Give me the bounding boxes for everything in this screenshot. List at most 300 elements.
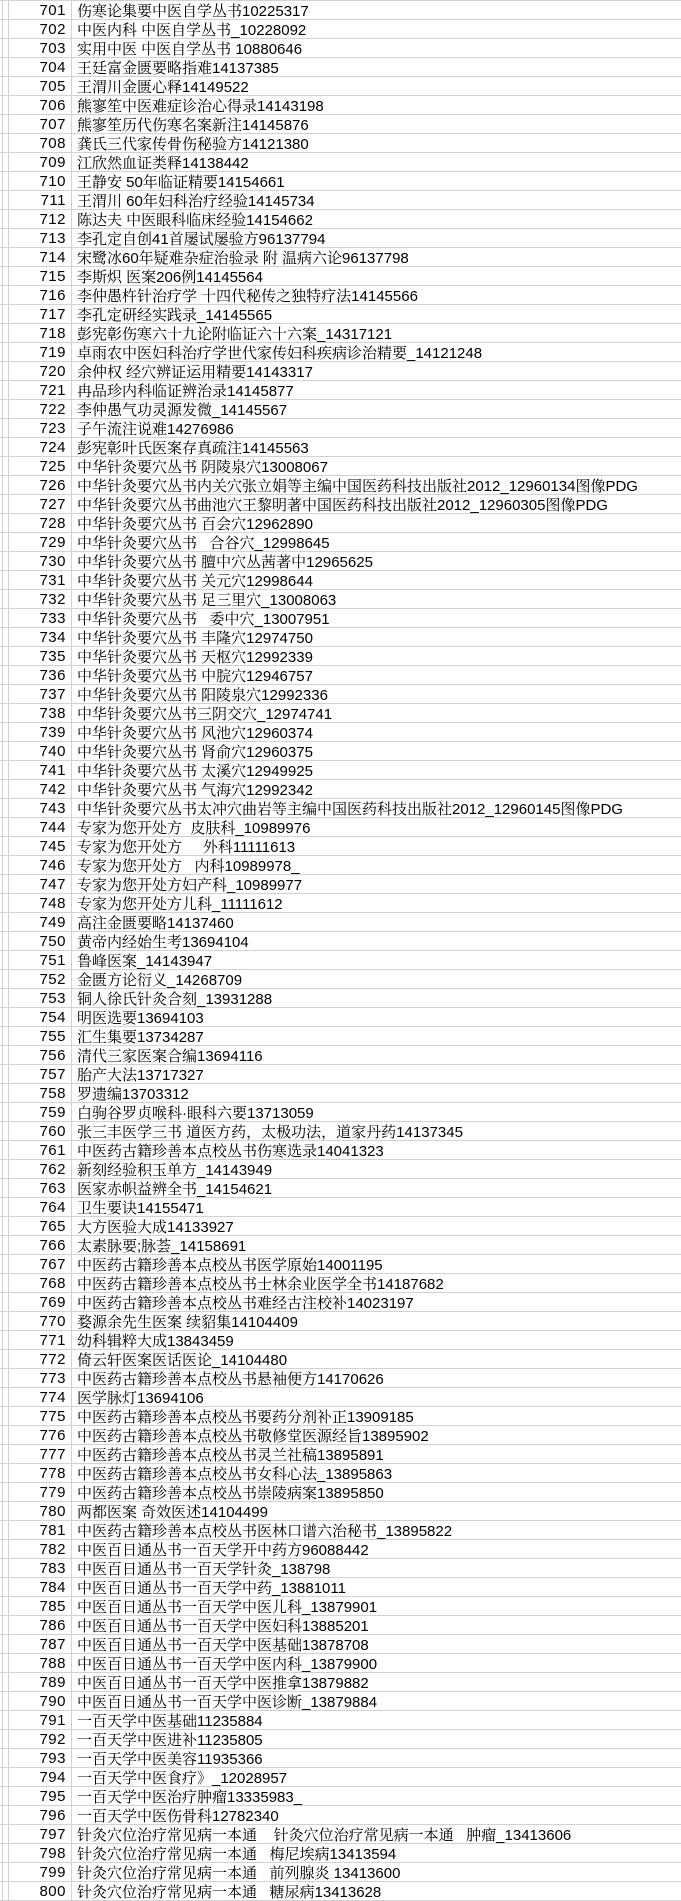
row-number-cell[interactable]: 762 <box>9 1160 72 1178</box>
row-number-cell[interactable]: 753 <box>9 989 72 1007</box>
row-stub-cell[interactable] <box>2 1483 9 1501</box>
row-title-cell[interactable]: 龚氏三代家传骨伤秘验方14121380 <box>77 135 309 152</box>
row-stub-cell[interactable] <box>2 1160 9 1178</box>
row-stub-cell[interactable] <box>2 1540 9 1558</box>
row-number-cell[interactable]: 770 <box>9 1312 72 1330</box>
row-stub-cell[interactable] <box>2 1787 9 1805</box>
row-stub-cell[interactable] <box>2 989 9 1007</box>
row-stub-cell[interactable] <box>2 1559 9 1577</box>
row-stub-cell[interactable] <box>2 723 9 741</box>
row-number-cell[interactable]: 763 <box>9 1179 72 1197</box>
row-stub-cell[interactable] <box>2 1236 9 1254</box>
row-stub-cell[interactable] <box>2 419 9 437</box>
row-number-cell[interactable]: 780 <box>9 1502 72 1520</box>
row-stub-cell[interactable] <box>2 1065 9 1083</box>
row-title-cell[interactable]: 王渭川金匮心释14149522 <box>77 78 249 95</box>
row-number-cell[interactable]: 795 <box>9 1787 72 1805</box>
row-number-cell[interactable]: 767 <box>9 1255 72 1273</box>
row-stub-cell[interactable] <box>2 381 9 399</box>
row-number-cell[interactable]: 733 <box>9 609 72 627</box>
row-number-cell[interactable]: 771 <box>9 1331 72 1349</box>
row-title-cell[interactable]: 明医选要13694103 <box>77 1009 204 1026</box>
row-stub-cell[interactable] <box>2 1293 9 1311</box>
row-title-cell[interactable]: 罗遗编13703312 <box>77 1085 189 1102</box>
row-title-cell[interactable]: 李斯炽 医案206例14145564 <box>77 268 263 285</box>
row-title-cell[interactable]: 中医药古籍珍善本点校丛书敬修堂医源经旨13895902 <box>77 1427 429 1444</box>
row-number-cell[interactable]: 757 <box>9 1065 72 1083</box>
row-title-cell[interactable]: 中华针灸要穴丛书 风池穴12960374 <box>77 724 313 741</box>
row-number-cell[interactable]: 734 <box>9 628 72 646</box>
row-stub-cell[interactable] <box>2 856 9 874</box>
row-title-cell[interactable]: 中华针灸要穴丛书 气海穴12992342 <box>77 781 313 798</box>
row-stub-cell[interactable] <box>2 1749 9 1767</box>
row-stub-cell[interactable] <box>2 1806 9 1824</box>
row-title-cell[interactable]: 中医百日通丛书一百天学中医儿科_13879901 <box>77 1598 378 1615</box>
row-stub-cell[interactable] <box>2 1027 9 1045</box>
row-title-cell[interactable]: 专家为您开处方 外科11111613 <box>77 838 296 855</box>
row-title-cell[interactable]: 李孔定研经实践录_14145565 <box>77 306 273 323</box>
row-stub-cell[interactable] <box>2 1616 9 1634</box>
row-stub-cell[interactable] <box>2 495 9 513</box>
row-title-cell[interactable]: 李仲愚气功灵源发微_14145567 <box>77 401 288 418</box>
row-stub-cell[interactable] <box>2 1046 9 1064</box>
row-title-cell[interactable]: 中医药古籍珍善本点校丛书医学原始14001195 <box>77 1256 383 1273</box>
row-title-cell[interactable]: 针灸穴位治疗常见病一本通 糖尿病13413628 <box>77 1883 382 1900</box>
row-title-cell[interactable]: 彭宪彰伤寒六十九论附临证六十六案_14317121 <box>77 325 393 342</box>
row-title-cell[interactable]: 中医百日通丛书一百天学中药_13881011 <box>77 1579 346 1596</box>
row-title-cell[interactable]: 白驹谷罗贞喉科·眼科六要13713059 <box>77 1104 314 1121</box>
row-stub-cell[interactable] <box>2 1844 9 1862</box>
row-number-cell[interactable]: 787 <box>9 1635 72 1653</box>
row-number-cell[interactable]: 728 <box>9 514 72 532</box>
row-title-cell[interactable]: 中医百日通丛书一百天学中医诊断_13879884 <box>77 1693 378 1710</box>
row-number-cell[interactable]: 786 <box>9 1616 72 1634</box>
row-title-cell[interactable]: 李孔定自创41首屡试屡验方96137794 <box>77 230 326 247</box>
row-stub-cell[interactable] <box>2 1768 9 1786</box>
row-number-cell[interactable]: 800 <box>9 1882 72 1900</box>
row-stub-cell[interactable] <box>2 1312 9 1330</box>
row-number-cell[interactable]: 783 <box>9 1559 72 1577</box>
row-title-cell[interactable]: 中医药古籍珍善本点校丛书士林余业医学全书14187682 <box>77 1275 444 1292</box>
row-stub-cell[interactable] <box>2 248 9 266</box>
row-stub-cell[interactable] <box>2 818 9 836</box>
row-stub-cell[interactable] <box>2 1863 9 1881</box>
row-title-cell[interactable]: 大方医验大成14133927 <box>77 1218 234 1235</box>
row-stub-cell[interactable] <box>2 457 9 475</box>
row-number-cell[interactable]: 790 <box>9 1692 72 1710</box>
row-stub-cell[interactable] <box>2 590 9 608</box>
row-stub-cell[interactable] <box>2 951 9 969</box>
row-title-cell[interactable]: 宋鹭冰60年疑难杂症治验录 附 温病六论96137798 <box>77 249 409 266</box>
row-stub-cell[interactable] <box>2 305 9 323</box>
row-title-cell[interactable]: 鲁峰医案_14143947 <box>77 952 213 969</box>
row-stub-cell[interactable] <box>2 1825 9 1843</box>
row-stub-cell[interactable] <box>2 1578 9 1596</box>
row-title-cell[interactable]: 中华针灸要穴丛书 天枢穴12992339 <box>77 648 313 665</box>
row-title-cell[interactable]: 医家赤帜益辨全书_14154621 <box>77 1180 273 1197</box>
row-title-cell[interactable]: 陈达夫 中医眼科临床经验14154662 <box>77 211 313 228</box>
row-number-cell[interactable]: 748 <box>9 894 72 912</box>
row-title-cell[interactable]: 倚云轩医案医话医论_14104480 <box>77 1351 288 1368</box>
row-number-cell[interactable]: 740 <box>9 742 72 760</box>
row-title-cell[interactable]: 中医药古籍珍善本点校丛书要药分剂补正13909185 <box>77 1408 414 1425</box>
row-stub-cell[interactable] <box>2 1597 9 1615</box>
row-title-cell[interactable]: 李仲愚杵针治疗学 十四代秘传之独特疗法14145566 <box>77 287 418 304</box>
row-title-cell[interactable]: 中医百日通丛书一百天学中医妇科13885201 <box>77 1617 369 1634</box>
row-number-cell[interactable]: 717 <box>9 305 72 323</box>
row-stub-cell[interactable] <box>2 1198 9 1216</box>
row-stub-cell[interactable] <box>2 970 9 988</box>
row-title-cell[interactable]: 针灸穴位治疗常见病一本通 前列腺炎 13413600 <box>77 1864 401 1881</box>
row-title-cell[interactable]: 中华针灸要穴丛书太冲穴曲岩等主编中国医药科技出版社2012_12960145图像PDG <box>77 800 623 817</box>
row-stub-cell[interactable] <box>2 191 9 209</box>
row-number-cell[interactable]: 761 <box>9 1141 72 1159</box>
row-title-cell[interactable]: 中华针灸要穴丛书 肾俞穴12960375 <box>77 743 313 760</box>
row-title-cell[interactable]: 中医百日通丛书一百天学中医内科_13879900 <box>77 1655 378 1672</box>
row-number-cell[interactable]: 760 <box>9 1122 72 1140</box>
row-stub-cell[interactable] <box>2 647 9 665</box>
row-title-cell[interactable]: 中医药古籍珍善本点校丛书崇陵病案13895850 <box>77 1484 384 1501</box>
row-stub-cell[interactable] <box>2 1502 9 1520</box>
row-number-cell[interactable]: 729 <box>9 533 72 551</box>
row-number-cell[interactable]: 775 <box>9 1407 72 1425</box>
row-stub-cell[interactable] <box>2 609 9 627</box>
row-title-cell[interactable]: 两都医案 奇效医述14104499 <box>77 1503 268 1520</box>
row-number-cell[interactable]: 703 <box>9 39 72 57</box>
row-stub-cell[interactable] <box>2 1882 9 1900</box>
row-number-cell[interactable]: 705 <box>9 77 72 95</box>
row-title-cell[interactable]: 高注金匮要略14137460 <box>77 914 234 931</box>
row-title-cell[interactable]: 王廷富金匮要略指难14137385 <box>77 59 279 76</box>
row-title-cell[interactable]: 中医百日通丛书一百天学针灸_138798 <box>77 1560 331 1577</box>
row-stub-cell[interactable] <box>2 20 9 38</box>
row-number-cell[interactable]: 793 <box>9 1749 72 1767</box>
row-title-cell[interactable]: 中华针灸要穴丛书 丰隆穴12974750 <box>77 629 313 646</box>
row-title-cell[interactable]: 婺源余先生医案 续貂集14104409 <box>77 1313 298 1330</box>
row-title-cell[interactable]: 中华针灸要穴丛书 关元穴12998644 <box>77 572 313 589</box>
row-number-cell[interactable]: 737 <box>9 685 72 703</box>
row-number-cell[interactable]: 743 <box>9 799 72 817</box>
row-stub-cell[interactable] <box>2 552 9 570</box>
row-title-cell[interactable]: 一百天学中医基础11235884 <box>77 1712 263 1729</box>
row-title-cell[interactable]: 专家为您开处方妇产科_10989977 <box>77 876 303 893</box>
row-title-cell[interactable]: 金匮方论衍义_14268709 <box>77 971 243 988</box>
row-number-cell[interactable]: 776 <box>9 1426 72 1444</box>
row-stub-cell[interactable] <box>2 324 9 342</box>
row-number-cell[interactable]: 782 <box>9 1540 72 1558</box>
row-title-cell[interactable]: 中华针灸要穴丛书曲池穴王黎明著中国医药科技出版社2012_12960305图像PDG <box>77 496 608 513</box>
row-number-cell[interactable]: 799 <box>9 1863 72 1881</box>
row-title-cell[interactable]: 黄帝内经始生考13694104 <box>77 933 249 950</box>
row-number-cell[interactable]: 755 <box>9 1027 72 1045</box>
row-title-cell[interactable]: 彭宪彰叶氏医案存真疏注14145563 <box>77 439 309 456</box>
row-number-cell[interactable]: 726 <box>9 476 72 494</box>
row-number-cell[interactable]: 781 <box>9 1521 72 1539</box>
row-number-cell[interactable]: 789 <box>9 1673 72 1691</box>
row-number-cell[interactable]: 735 <box>9 647 72 665</box>
row-number-cell[interactable]: 788 <box>9 1654 72 1672</box>
row-stub-cell[interactable] <box>2 1654 9 1672</box>
row-title-cell[interactable]: 中医百日通丛书一百天学中医基础13878708 <box>77 1636 369 1653</box>
row-title-cell[interactable]: 中华针灸要穴丛书 委中穴_13007951 <box>77 610 330 627</box>
row-title-cell[interactable]: 胎产大法13717327 <box>77 1066 204 1083</box>
row-stub-cell[interactable] <box>2 1217 9 1235</box>
row-stub-cell[interactable] <box>2 286 9 304</box>
row-title-cell[interactable]: 王静安 50年临证精要14154661 <box>77 173 285 190</box>
row-stub-cell[interactable] <box>2 1407 9 1425</box>
row-stub-cell[interactable] <box>2 58 9 76</box>
row-title-cell[interactable]: 一百天学中医治疗肿瘤13335983_ <box>77 1788 303 1805</box>
row-stub-cell[interactable] <box>2 1 9 19</box>
row-number-cell[interactable]: 710 <box>9 172 72 190</box>
row-title-cell[interactable]: 专家为您开处方儿科_11111612 <box>77 895 283 912</box>
row-stub-cell[interactable] <box>2 1426 9 1444</box>
row-number-cell[interactable]: 750 <box>9 932 72 950</box>
row-number-cell[interactable]: 721 <box>9 381 72 399</box>
row-stub-cell[interactable] <box>2 1521 9 1539</box>
row-title-cell[interactable]: 新刻经验积玉单方_14143949 <box>77 1161 273 1178</box>
row-number-cell[interactable]: 732 <box>9 590 72 608</box>
row-stub-cell[interactable] <box>2 742 9 760</box>
row-stub-cell[interactable] <box>2 134 9 152</box>
row-number-cell[interactable]: 796 <box>9 1806 72 1824</box>
row-stub-cell[interactable] <box>2 1711 9 1729</box>
row-title-cell[interactable]: 卓雨农中医妇科治疗学世代家传妇科疾病诊治精要_14121248 <box>77 344 483 361</box>
row-number-cell[interactable]: 731 <box>9 571 72 589</box>
row-number-cell[interactable]: 744 <box>9 818 72 836</box>
row-number-cell[interactable]: 724 <box>9 438 72 456</box>
row-title-cell[interactable]: 一百天学中医伤骨科12782340 <box>77 1807 279 1824</box>
row-stub-cell[interactable] <box>2 1692 9 1710</box>
row-number-cell[interactable]: 751 <box>9 951 72 969</box>
row-stub-cell[interactable] <box>2 799 9 817</box>
row-number-cell[interactable]: 730 <box>9 552 72 570</box>
row-number-cell[interactable]: 738 <box>9 704 72 722</box>
row-title-cell[interactable]: 张三丰医学三书 道医方药，太极功法，道家丹药14137345 <box>77 1123 463 1140</box>
row-number-cell[interactable]: 722 <box>9 400 72 418</box>
row-title-cell[interactable]: 中华针灸要穴丛书 足三里穴_13008063 <box>77 591 337 608</box>
row-number-cell[interactable]: 769 <box>9 1293 72 1311</box>
row-title-cell[interactable]: 中医药古籍珍善本点校丛书女科心法_13895863 <box>77 1465 393 1482</box>
row-number-cell[interactable]: 798 <box>9 1844 72 1862</box>
row-title-cell[interactable]: 熊寥笙中医难症诊治心得录14143198 <box>77 97 324 114</box>
row-number-cell[interactable]: 708 <box>9 134 72 152</box>
row-stub-cell[interactable] <box>2 761 9 779</box>
row-number-cell[interactable]: 765 <box>9 1217 72 1235</box>
row-number-cell[interactable]: 772 <box>9 1350 72 1368</box>
row-stub-cell[interactable] <box>2 685 9 703</box>
row-number-cell[interactable]: 745 <box>9 837 72 855</box>
row-title-cell[interactable]: 伤寒论集要中医自学丛书10225317 <box>77 2 309 19</box>
row-title-cell[interactable]: 一百天学中医进补11235805 <box>77 1731 263 1748</box>
row-stub-cell[interactable] <box>2 1103 9 1121</box>
row-title-cell[interactable]: 幼科辑粹大成13843459 <box>77 1332 234 1349</box>
row-title-cell[interactable]: 中华针灸要穴丛书 膻中穴丛茜著中12965625 <box>77 553 373 570</box>
row-number-cell[interactable]: 714 <box>9 248 72 266</box>
row-number-cell[interactable]: 747 <box>9 875 72 893</box>
row-number-cell[interactable]: 791 <box>9 1711 72 1729</box>
row-stub-cell[interactable] <box>2 1445 9 1463</box>
row-title-cell[interactable]: 针灸穴位治疗常见病一本通 针灸穴位治疗常见病一本通 肿瘤_13413606 <box>77 1826 572 1843</box>
row-number-cell[interactable]: 754 <box>9 1008 72 1026</box>
row-number-cell[interactable]: 797 <box>9 1825 72 1843</box>
row-title-cell[interactable]: 汇生集要13734287 <box>77 1028 204 1045</box>
row-number-cell[interactable]: 711 <box>9 191 72 209</box>
row-title-cell[interactable]: 清代三家医案合编13694116 <box>77 1047 263 1064</box>
row-number-cell[interactable]: 749 <box>9 913 72 931</box>
row-number-cell[interactable]: 741 <box>9 761 72 779</box>
row-stub-cell[interactable] <box>2 438 9 456</box>
row-number-cell[interactable]: 727 <box>9 495 72 513</box>
row-stub-cell[interactable] <box>2 39 9 57</box>
row-number-cell[interactable]: 723 <box>9 419 72 437</box>
row-stub-cell[interactable] <box>2 96 9 114</box>
row-stub-cell[interactable] <box>2 1730 9 1748</box>
row-title-cell[interactable]: 实用中医 中医自学丛书 10880646 <box>77 40 303 57</box>
row-title-cell[interactable]: 中华针灸要穴丛书 百会穴12962890 <box>77 515 313 532</box>
row-stub-cell[interactable] <box>2 704 9 722</box>
row-stub-cell[interactable] <box>2 1122 9 1140</box>
row-stub-cell[interactable] <box>2 628 9 646</box>
row-title-cell[interactable]: 江欣然血证类释14138442 <box>77 154 249 171</box>
row-title-cell[interactable]: 熊寥笙历代伤寒名案新注14145876 <box>77 116 309 133</box>
row-number-cell[interactable]: 759 <box>9 1103 72 1121</box>
row-number-cell[interactable]: 702 <box>9 20 72 38</box>
row-number-cell[interactable]: 758 <box>9 1084 72 1102</box>
row-title-cell[interactable]: 王渭川 60年妇科治疗经验14145734 <box>77 192 315 209</box>
row-title-cell[interactable]: 中医药古籍珍善本点校丛书医林口谱六治秘书_13895822 <box>77 1522 453 1539</box>
row-stub-cell[interactable] <box>2 1274 9 1292</box>
row-stub-cell[interactable] <box>2 1179 9 1197</box>
row-title-cell[interactable]: 中华针灸要穴丛书三阴交穴_12974741 <box>77 705 333 722</box>
row-stub-cell[interactable] <box>2 210 9 228</box>
row-number-cell[interactable]: 773 <box>9 1369 72 1387</box>
row-title-cell[interactable]: 冉品珍内科临证辨治录14145877 <box>77 382 294 399</box>
row-title-cell[interactable]: 子午流注说难14276986 <box>77 420 234 437</box>
row-stub-cell[interactable] <box>2 1369 9 1387</box>
row-number-cell[interactable]: 746 <box>9 856 72 874</box>
row-title-cell[interactable]: 中华针灸要穴丛书内关穴张立娟等主编中国医药科技出版社2012_12960134图像PDG <box>77 477 638 494</box>
row-number-cell[interactable]: 764 <box>9 1198 72 1216</box>
row-stub-cell[interactable] <box>2 1255 9 1273</box>
row-title-cell[interactable]: 中医内科 中医自学丛书_10228092 <box>77 21 307 38</box>
row-title-cell[interactable]: 中医药古籍珍善本点校丛书悬袖便方14170626 <box>77 1370 384 1387</box>
row-stub-cell[interactable] <box>2 115 9 133</box>
row-number-cell[interactable]: 739 <box>9 723 72 741</box>
row-stub-cell[interactable] <box>2 343 9 361</box>
row-number-cell[interactable]: 712 <box>9 210 72 228</box>
row-title-cell[interactable]: 铜人徐氏针灸合刻_13931288 <box>77 990 273 1007</box>
row-stub-cell[interactable] <box>2 666 9 684</box>
row-stub-cell[interactable] <box>2 1331 9 1349</box>
row-number-cell[interactable]: 715 <box>9 267 72 285</box>
row-title-cell[interactable]: 专家为您开处方 内科10989978_ <box>77 857 300 874</box>
row-title-cell[interactable]: 中医药古籍珍善本点校丛书难经古注校补14023197 <box>77 1294 414 1311</box>
row-number-cell[interactable]: 779 <box>9 1483 72 1501</box>
row-number-cell[interactable]: 716 <box>9 286 72 304</box>
row-stub-cell[interactable] <box>2 400 9 418</box>
row-title-cell[interactable]: 中医百日通丛书一百天学开中药方96088442 <box>77 1541 369 1558</box>
row-number-cell[interactable]: 719 <box>9 343 72 361</box>
row-stub-cell[interactable] <box>2 153 9 171</box>
row-number-cell[interactable]: 718 <box>9 324 72 342</box>
row-title-cell[interactable]: 中医百日通丛书一百天学中医推拿13879882 <box>77 1674 369 1691</box>
row-number-cell[interactable]: 794 <box>9 1768 72 1786</box>
row-stub-cell[interactable] <box>2 229 9 247</box>
row-number-cell[interactable]: 736 <box>9 666 72 684</box>
row-number-cell[interactable]: 742 <box>9 780 72 798</box>
row-number-cell[interactable]: 709 <box>9 153 72 171</box>
row-stub-cell[interactable] <box>2 1350 9 1368</box>
row-number-cell[interactable]: 785 <box>9 1597 72 1615</box>
row-stub-cell[interactable] <box>2 913 9 931</box>
row-stub-cell[interactable] <box>2 77 9 95</box>
row-stub-cell[interactable] <box>2 1388 9 1406</box>
row-stub-cell[interactable] <box>2 267 9 285</box>
row-number-cell[interactable]: 725 <box>9 457 72 475</box>
row-title-cell[interactable]: 针灸穴位治疗常见病一本通 梅尼埃病13413594 <box>77 1845 397 1862</box>
row-stub-cell[interactable] <box>2 932 9 950</box>
row-title-cell[interactable]: 中医药古籍珍善本点校丛书灵兰社稿13895891 <box>77 1446 384 1463</box>
row-title-cell[interactable]: 专家为您开处方 皮肤科_10989976 <box>77 819 311 836</box>
row-number-cell[interactable]: 792 <box>9 1730 72 1748</box>
row-stub-cell[interactable] <box>2 1141 9 1159</box>
row-title-cell[interactable]: 中医药古籍珍善本点校丛书伤寒选录14041323 <box>77 1142 384 1159</box>
row-number-cell[interactable]: 704 <box>9 58 72 76</box>
row-stub-cell[interactable] <box>2 1084 9 1102</box>
row-title-cell[interactable]: 中华针灸要穴丛书 阴陵泉穴13008067 <box>77 458 328 475</box>
row-stub-cell[interactable] <box>2 894 9 912</box>
row-stub-cell[interactable] <box>2 514 9 532</box>
row-number-cell[interactable]: 707 <box>9 115 72 133</box>
row-stub-cell[interactable] <box>2 837 9 855</box>
row-number-cell[interactable]: 713 <box>9 229 72 247</box>
row-title-cell[interactable]: 余仲权 经穴辨证运用精要14143317 <box>77 363 313 380</box>
row-number-cell[interactable]: 784 <box>9 1578 72 1596</box>
row-number-cell[interactable]: 720 <box>9 362 72 380</box>
row-stub-cell[interactable] <box>2 362 9 380</box>
row-stub-cell[interactable] <box>2 1635 9 1653</box>
row-stub-cell[interactable] <box>2 533 9 551</box>
row-stub-cell[interactable] <box>2 1673 9 1691</box>
row-stub-cell[interactable] <box>2 571 9 589</box>
row-number-cell[interactable]: 706 <box>9 96 72 114</box>
row-stub-cell[interactable] <box>2 1464 9 1482</box>
row-number-cell[interactable]: 777 <box>9 1445 72 1463</box>
row-number-cell[interactable]: 756 <box>9 1046 72 1064</box>
row-number-cell[interactable]: 774 <box>9 1388 72 1406</box>
row-number-cell[interactable]: 768 <box>9 1274 72 1292</box>
row-title-cell[interactable]: 中华针灸要穴丛书 太溪穴12949925 <box>77 762 313 779</box>
row-number-cell[interactable]: 778 <box>9 1464 72 1482</box>
row-stub-cell[interactable] <box>2 875 9 893</box>
row-title-cell[interactable]: 医学脉灯13694106 <box>77 1389 204 1406</box>
row-title-cell[interactable]: 中华针灸要穴丛书 中脘穴12946757 <box>77 667 313 684</box>
row-title-cell[interactable]: 太素脉要;脉荟_14158691 <box>77 1237 247 1254</box>
row-title-cell[interactable]: 一百天学中医美容11935366 <box>77 1750 263 1767</box>
row-number-cell[interactable]: 766 <box>9 1236 72 1254</box>
row-stub-cell[interactable] <box>2 172 9 190</box>
row-number-cell[interactable]: 752 <box>9 970 72 988</box>
row-stub-cell[interactable] <box>2 780 9 798</box>
row-title-cell[interactable]: 卫生要诀14155471 <box>77 1199 204 1216</box>
row-stub-cell[interactable] <box>2 476 9 494</box>
row-number-cell[interactable]: 701 <box>9 1 72 19</box>
row-stub-cell[interactable] <box>2 1008 9 1026</box>
row-title-cell[interactable]: 中华针灸要穴丛书 合谷穴_12998645 <box>77 534 330 551</box>
row-title-cell[interactable]: 一百天学中医食疗》_12028957 <box>77 1769 288 1786</box>
row-title-cell[interactable]: 中华针灸要穴丛书 阳陵泉穴12992336 <box>77 686 328 703</box>
